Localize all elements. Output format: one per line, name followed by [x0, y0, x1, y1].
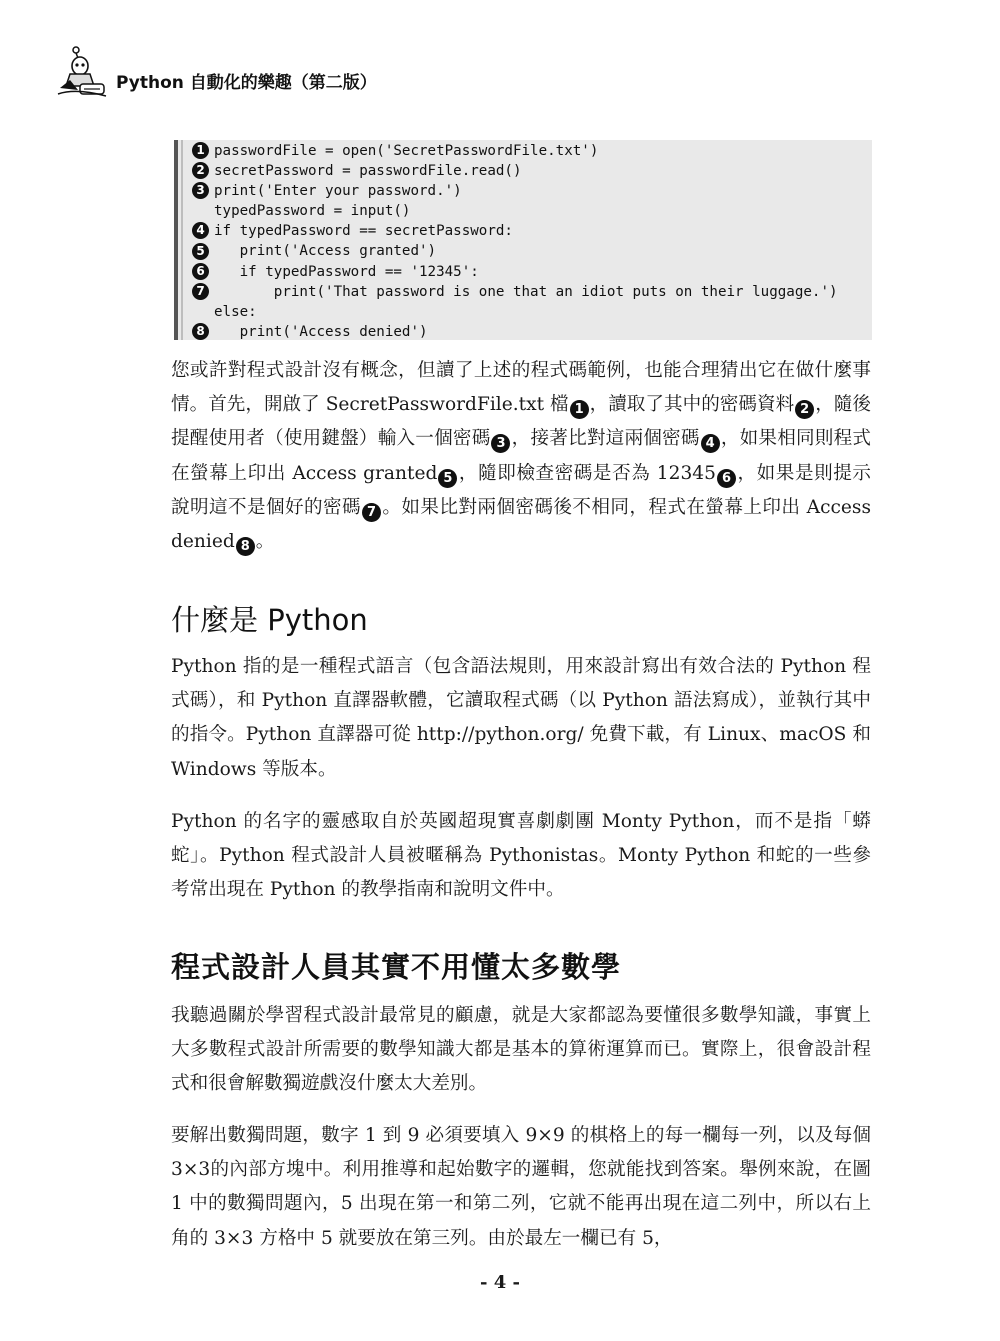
text-run: ，如果相同則程式在螢幕上印出 Access granted [171, 428, 871, 484]
code-callout-slot [192, 161, 214, 181]
code-line [192, 181, 838, 201]
code-line [192, 241, 838, 261]
section-heading-what-is-python: 什麼是 Python [171, 603, 368, 637]
callout-badge: 5 [192, 243, 209, 260]
paragraph-python-name-origin: Python 的名字的靈感取自於英國超現實喜劇劇團 Monty Python，而不是指「蟒蛇」。Python 程式設計人員被暱稱為 Pythonistas。Monty Python 和蛇的一些參考常出現在 Python 的教學指南和說明文件中。 [171, 811, 871, 901]
callout-badge: 7 [192, 283, 209, 300]
code-callout-slot [192, 221, 214, 241]
code-line [192, 141, 838, 161]
code-line [192, 282, 838, 302]
callout-badge: 3 [192, 182, 209, 199]
code-text: passwordFile = open('SecretPasswordFile.txt') [214, 143, 599, 159]
text-run: ，接著比對這兩個密碼 [511, 428, 700, 450]
code-text: typedPassword = input() [214, 203, 411, 220]
paragraph-sudoku: 要解出數獨問題，數字 1 到 9 必須要填入 9×9 的棋格上的每一欄每一列，以及每個3×3的內部方塊中。利用推導和起始數字的邏輯，您就能找到答案。舉例來說，在圖 1 中的數獨問題內，5 出現在第一和第二列，它就不能再出現在這二列中，所以右上角的 3×3 方格中 5 就要放在第三列。由於最左一欄已有 5， [171, 1125, 871, 1249]
code-text: if typedPassword == '12345': [214, 263, 479, 280]
code-text: print('Enter your password.') [214, 183, 462, 200]
callout-badge: 4 [701, 434, 720, 453]
code-margin-rule [181, 140, 183, 340]
code-line [192, 161, 838, 181]
callout-badge: 1 [192, 142, 209, 159]
code-line [192, 221, 838, 241]
code-callout-slot [192, 181, 214, 201]
callout-badge: 4 [192, 222, 209, 239]
callout-badge: 1 [570, 400, 589, 419]
code-callout-slot [192, 302, 214, 322]
code-callout-slot [192, 141, 214, 161]
text-run: ，讀取了其中的密碼資料 [589, 394, 795, 416]
paragraph-math-concern: 我聽過關於學習程式設計最常見的顧慮，就是大家都認為要懂很多數學知識，事實上大多數程式設計所需要的數學知識大都是基本的算術運算而已。實際上，很會設計程式和很會解數獨遊戲沒什麼太大差別。 [171, 1005, 871, 1095]
text-run: ，隨即檢查密碼是否為 12345 [458, 462, 716, 484]
page-number: - 4 - [480, 1272, 520, 1293]
callout-badge: 6 [192, 263, 209, 280]
code-text: print('That password is one that an idiot puts on their luggage.') [214, 283, 838, 300]
code-lines [192, 141, 838, 342]
code-text: secretPassword = passwordFile.read() [214, 163, 522, 180]
code-text: print('Access denied') [214, 323, 428, 340]
code-callout-slot [192, 242, 214, 262]
text-run: ，隨後提醒使用者（使用鍵盤）輸入一個密碼 [171, 394, 871, 450]
running-title: Python 自動化的樂趣（第二版） [116, 73, 377, 93]
code-text: if typedPassword == secretPassword: [214, 223, 513, 240]
code-line [192, 302, 838, 322]
text-run: 。 [255, 531, 275, 553]
text-run: ，如果是則提示說明這不是個好的密碼 [171, 462, 871, 518]
callout-badge: 6 [717, 469, 736, 488]
code-callout-slot [192, 282, 214, 302]
code-line [192, 201, 838, 221]
code-line [192, 322, 838, 342]
callout-badge: 5 [438, 469, 457, 488]
callout-badge: 8 [236, 537, 255, 556]
callout-badge: 2 [795, 400, 814, 419]
callout-badge: 7 [362, 503, 381, 522]
callout-badge: 3 [491, 434, 510, 453]
code-callout-slot [192, 201, 214, 221]
code-text: else: [214, 303, 257, 320]
code-callout-slot [192, 322, 214, 342]
robot-mascot-icon [56, 44, 112, 100]
text-run: 您或許對程式設計沒有概念，但讀了上述的程式碼範例，也能合理猜出它在做什麼事情。首先，開啟了 SecretPasswordFile.txt 檔 [171, 360, 871, 416]
code-text: print('Access granted') [214, 243, 437, 260]
paragraph-python-definition: Python 指的是一種程式語言（包含語法規則，用來設計寫出有效合法的 Python 程式碼），和 Python 直譯器軟體，它讀取程式碼（以 Python 語法寫成），並執行其中的指令。Python 直譯器可從 http://python.org/ 免費下載，有 Linux、macOS 和 Windows 等版本。 [171, 656, 871, 780]
section-heading-math: 程式設計人員其實不用懂太多數學 [171, 950, 622, 984]
text-run: 。如果比對兩個密碼後不相同，程式在螢幕上印出 Access denied [171, 496, 871, 553]
code-listing [174, 140, 872, 340]
callout-badge: 8 [192, 323, 209, 340]
code-callout-slot [192, 262, 214, 282]
code-line [192, 262, 838, 282]
code-margin-bar [174, 140, 178, 340]
running-header [56, 44, 456, 100]
paragraph-code-explanation [171, 354, 871, 559]
callout-badge: 2 [192, 162, 209, 179]
